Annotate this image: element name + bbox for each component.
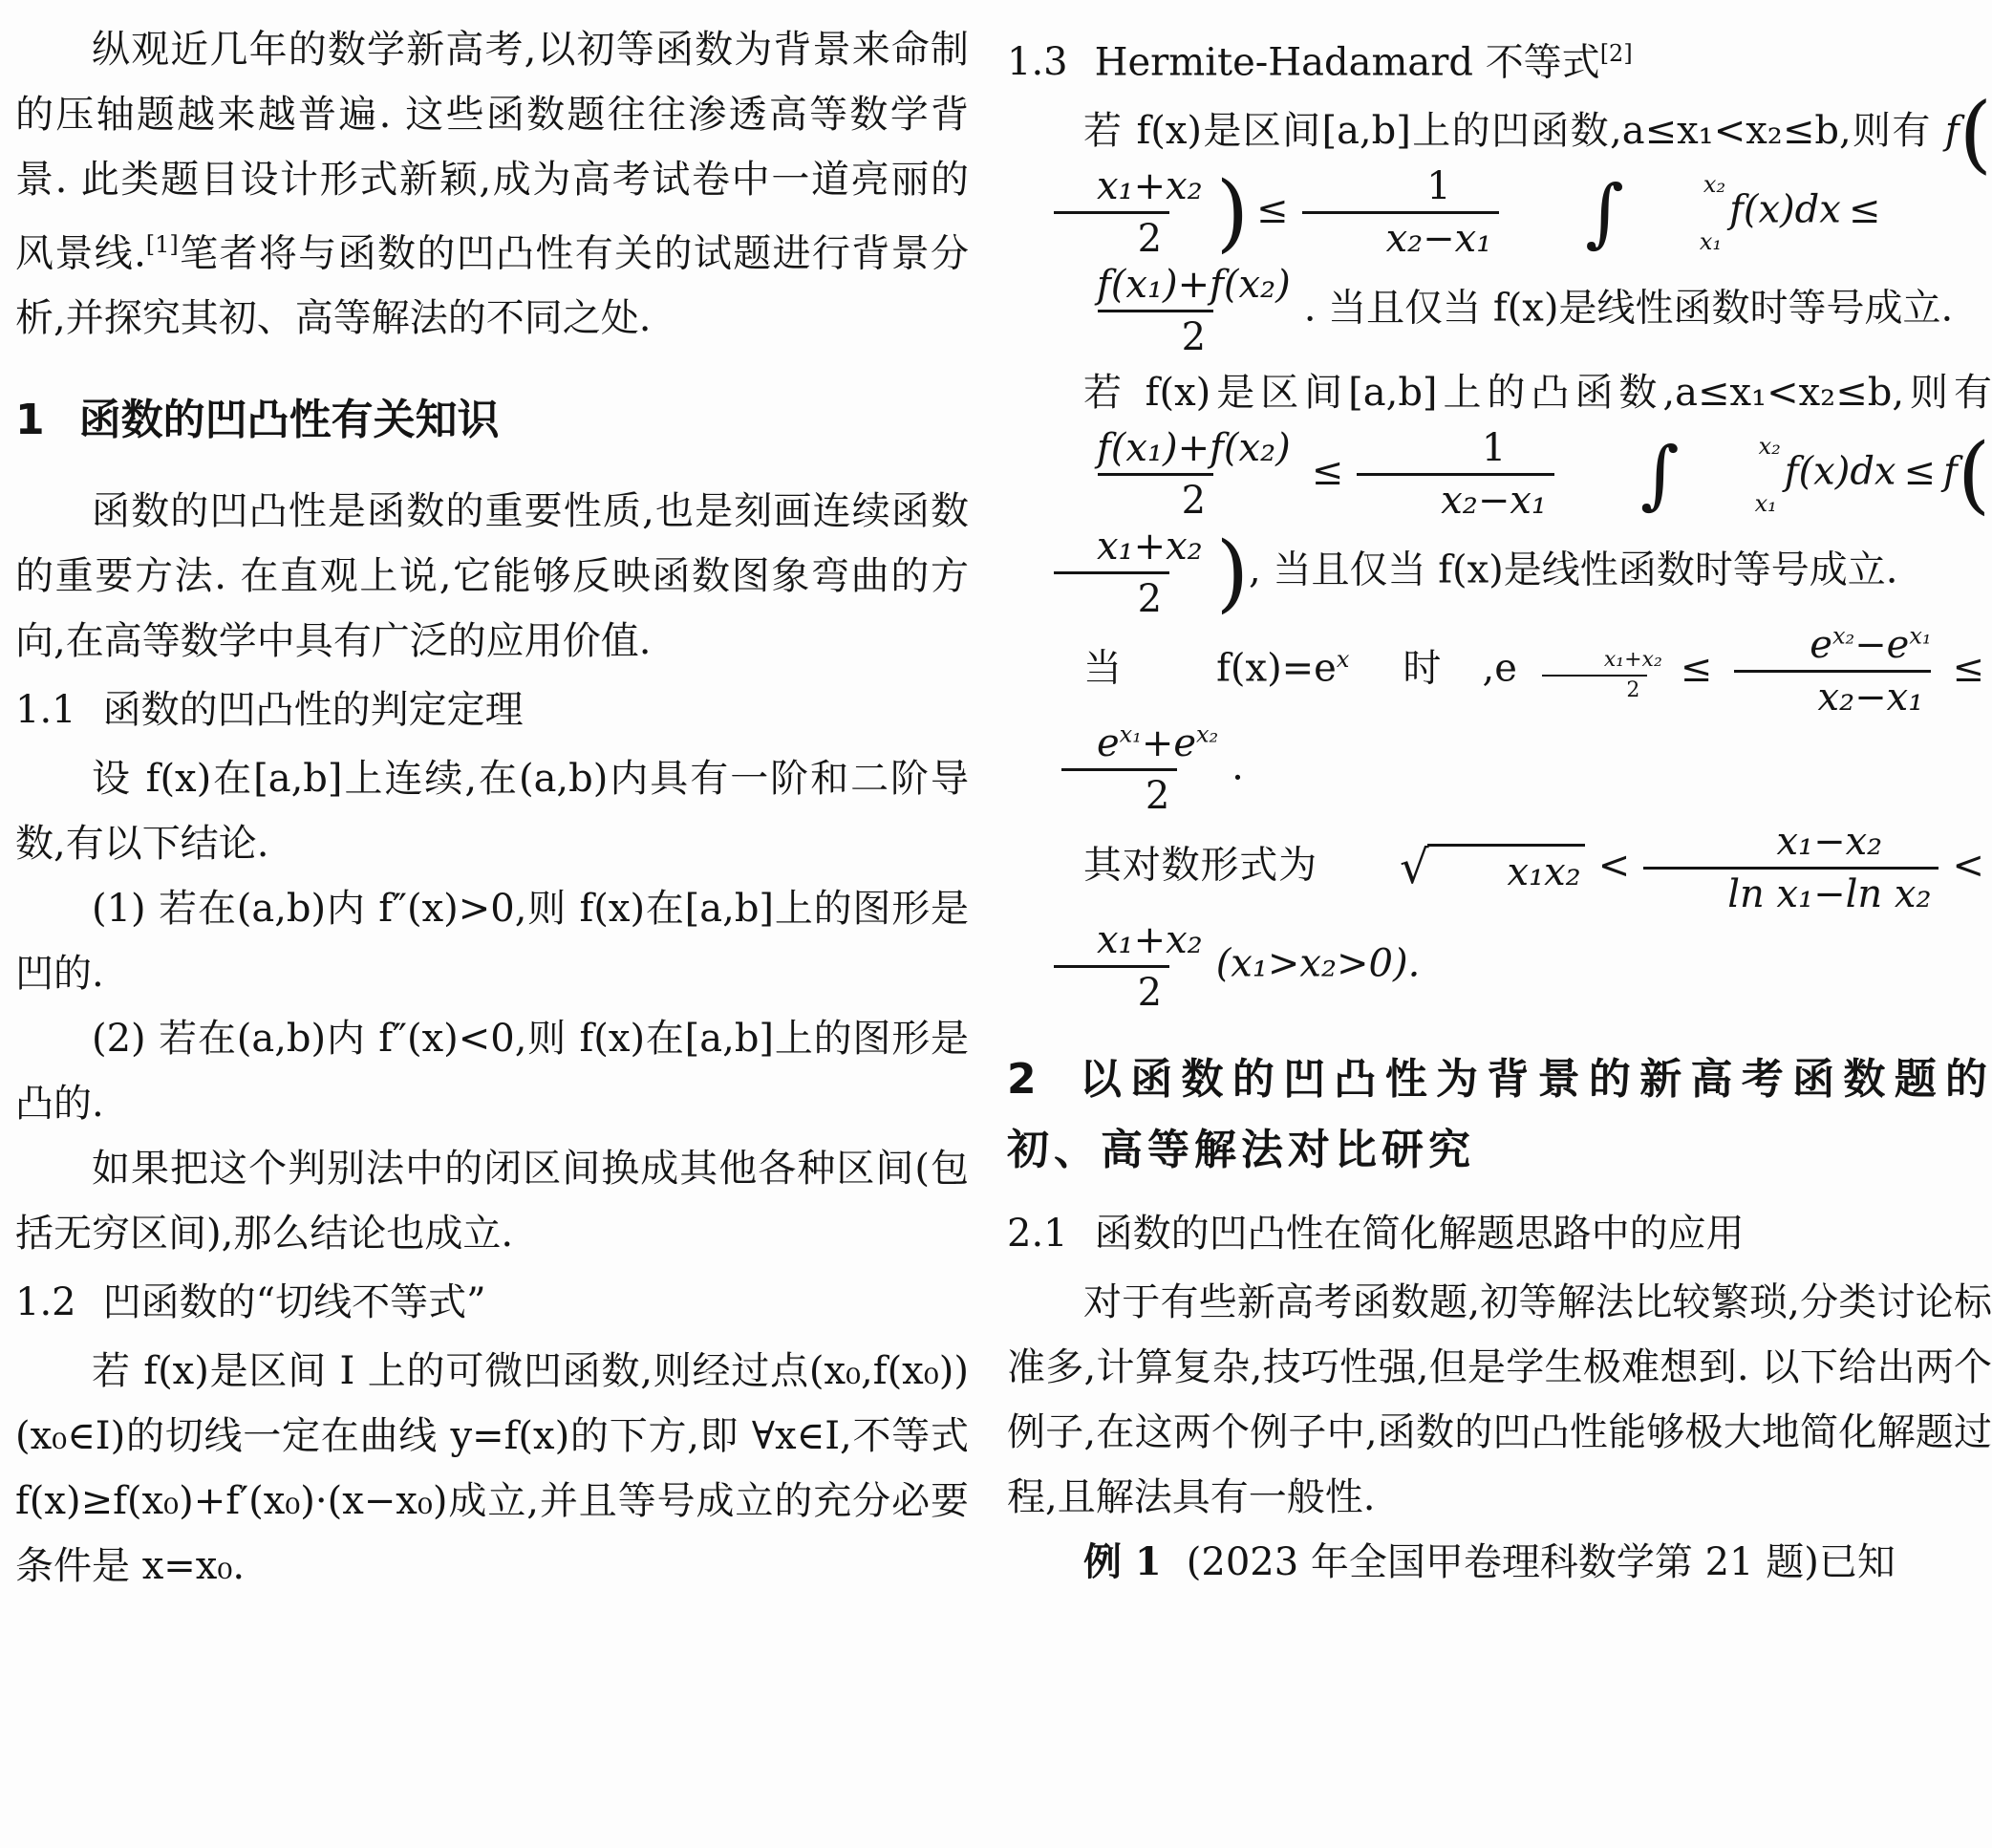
subsection-title: Hermite-Hadamard 不等式 (1094, 40, 1600, 85)
condition-run: (x₁>x₂>0). (1215, 941, 1421, 986)
text-run: 若 f(x)是区间[a,b]上的凸函数,a≤x₁<x₂≤b,则有 (1083, 371, 1992, 416)
fraction-numerator: x₁+x₂ (1097, 164, 1203, 209)
left-paren: ( (1959, 84, 1992, 183)
fraction-denominator: 2 (1542, 675, 1647, 703)
exponent-x: x (1336, 646, 1350, 674)
integral-lower-limit: x₁ (1754, 489, 1777, 517)
integral-group (1564, 431, 1781, 519)
section-1-1-heading (15, 677, 969, 742)
subsection-title: 函数的凹凸性的判定定理 (102, 688, 524, 733)
subsection-title: 函数的凹凸性在简化解题思路中的应用 (1094, 1212, 1745, 1257)
math-fraction (1643, 819, 1938, 917)
hh-concave-paragraph (1007, 84, 1992, 360)
text-run: . (1232, 744, 1244, 789)
fraction-numerator (1013, 720, 1226, 768)
hh-convex-paragraph (1007, 360, 1992, 622)
integral-icon: ∫ (1639, 431, 1680, 518)
square-root (1323, 840, 1585, 894)
intro-paragraph (15, 17, 969, 351)
fraction-denominator: ln x₁−ln x₂ (1643, 867, 1938, 917)
fraction-numerator: 1 (1426, 164, 1451, 209)
exponent: x₁ (1119, 721, 1142, 748)
math-fraction (1013, 425, 1298, 524)
text-run: 若 f(x)是区间[a,b]上的凹函数,a≤x₁<x₂≤b,则有 (1083, 109, 1945, 154)
section-1-2-paragraph: 若 f(x)是区间 I 上的可微凹函数,则经过点(x₀,f(x₀))(x₀∈I)的切线一定在曲线 y=f(x)的下方,即 ∀x∈I,不等式 f(x)≥f(x₀)+f′(x₀)·(x−x₀)成立,并且等号成立的充分必要条件是 x=x₀. (15, 1349, 969, 1589)
intro-text-before-ref: 纵观近几年的数学新高考,以初等函数为背景来命制的压轴题越来越普遍. 这些函数题往往渗透高等数学背景. 此类题目设计形式新颖,成为高考试卷中一道亮丽的风景线. (15, 28, 969, 276)
subsection-number: 1.3 (1007, 40, 1068, 85)
fraction-numerator: x₁+x₂ (1097, 525, 1203, 569)
leq-operator: ≤ (1311, 449, 1344, 494)
math-e: −e (1854, 623, 1910, 668)
right-paren: ) (1215, 523, 1250, 622)
math-fraction (1013, 163, 1210, 262)
exponential-form-paragraph (1007, 622, 1992, 819)
section-number: 2 (1007, 1055, 1041, 1105)
fraction-denominator: 2 (1054, 211, 1169, 262)
section-title: 以函数的凹凸性为背景的新高考函数题的初、高等解法对比研究 (1007, 1055, 1992, 1175)
integral-limits (1680, 431, 1781, 519)
integral-group (1509, 169, 1725, 257)
left-column (15, 17, 969, 1848)
section-2-heading (1007, 1044, 1992, 1186)
text-run: 时,e (1349, 646, 1517, 691)
fraction-denominator: 2 (1098, 473, 1213, 524)
integral-icon: ∫ (1585, 169, 1624, 256)
example-label: 例 1 (1083, 1539, 1162, 1585)
section-1-heading (15, 385, 969, 456)
fraction-denominator: 2 (1054, 965, 1169, 1016)
math-fraction (1357, 425, 1554, 524)
fraction-numerator (1725, 622, 1938, 670)
text-run: . 当且仅当 f(x)是线性函数时等号成立. (1303, 286, 1954, 331)
integrand: f(x)dx (1729, 187, 1841, 232)
exponent: x₁ (1909, 623, 1932, 650)
text-run: 其对数形式为 (1083, 843, 1317, 888)
fraction-numerator: x₁+x₂ (1603, 647, 1662, 672)
math-f: f (1944, 109, 1960, 154)
fraction-denominator: x₂−x₁ (1734, 670, 1932, 720)
section-title: 函数的凹凸性有关知识 (78, 396, 500, 445)
citation-ref-1: [1] (145, 231, 179, 258)
fraction-denominator: 2 (1098, 310, 1213, 360)
text-run: 当 f(x)=e (1083, 646, 1337, 691)
integral-lower-limit: x₁ (1699, 227, 1723, 255)
radical-icon: √ (1399, 840, 1429, 894)
section-1-1-paragraph: 设 f(x)在[a,b]上连续,在(a,b)内具有一阶和二阶导数,有以下结论. (15, 757, 969, 867)
math-e: +e (1141, 721, 1197, 766)
fraction-numerator: 1 (1481, 426, 1507, 471)
section-number: 1 (15, 396, 45, 445)
section-1-3-heading (1007, 21, 1992, 95)
lt-operator: < (1597, 843, 1631, 888)
right-column (1007, 17, 1992, 1848)
fraction-denominator: x₂−x₁ (1357, 473, 1554, 524)
leq-operator: ≤ (1680, 646, 1713, 691)
leq-operator: ≤ (1952, 646, 1984, 691)
math-e: e (1097, 721, 1120, 766)
integral-upper-limit: x₂ (1758, 432, 1781, 460)
fraction-denominator: x₂−x₁ (1302, 211, 1500, 262)
section-2-1-heading (1007, 1201, 1992, 1266)
subsection-title: 凹函数的“切线不等式” (102, 1280, 486, 1325)
exponent: x₂ (1196, 721, 1219, 748)
subsection-number: 1.1 (15, 688, 76, 733)
fraction-numerator: x₁+x₂ (1097, 918, 1203, 963)
section-2-1-paragraph: 对于有些新高考函数题,初等解法比较繁琐,分类讨论标准多,计算复杂,技巧性强,但是学生极难想到. 以下给出两个例子,在这两个例子中,函数的凹凸性能够极大地简化解题过程,且解法具有一般性. (1007, 1280, 1992, 1520)
intro-text-after-ref: 笔者将与函数的凹凸性有关的试题进行背景分析,并探究其初、高等解法的不同之处. (15, 231, 969, 341)
example-text: (2023 年全国甲卷理科数学第 21 题)已知 (1186, 1540, 1896, 1585)
math-fraction (1013, 720, 1226, 819)
right-paren: ) (1215, 162, 1250, 262)
radicand: x₁x₂ (1427, 844, 1585, 893)
integral-limits (1624, 169, 1725, 257)
conclusion-item-2: (2) 若在(a,b)内 f″(x)<0,则 f(x)在[a,b]上的图形是凸的. (15, 1017, 969, 1127)
left-paren: ( (1957, 424, 1991, 524)
exponent-fraction (1520, 648, 1670, 704)
example-1-paragraph (1007, 1530, 1992, 1595)
math-f: f (1943, 449, 1958, 494)
math-fraction (1725, 622, 1938, 720)
math-fraction (1013, 917, 1210, 1016)
section-1-paragraph: 函数的凹凸性是函数的重要性质,也是刻画连续函数的重要方法. 在直观上说,它能够反映函数图象弯曲的方向,在高等数学中具有广泛的应用价值. (15, 489, 969, 664)
fraction-numerator: x₁−x₂ (1776, 820, 1883, 865)
math-fraction (1302, 163, 1500, 262)
leq-operator: ≤ (1903, 449, 1937, 494)
section-1-2-heading (15, 1270, 969, 1335)
leq-operator: ≤ (1848, 187, 1881, 232)
integral-upper-limit: x₂ (1703, 170, 1726, 198)
lt-operator: < (1952, 843, 1984, 888)
logarithmic-form-paragraph (1007, 819, 1992, 1016)
leq-operator: ≤ (1256, 187, 1289, 232)
math-fraction (1013, 262, 1298, 360)
text-run: , 当且仅当 f(x)是线性函数时等号成立. (1249, 548, 1898, 592)
math-fraction (1013, 524, 1210, 622)
fraction-numerator: f(x₁)+f(x₂) (1097, 426, 1291, 471)
subsection-number: 1.2 (15, 1280, 76, 1325)
subsection-number: 2.1 (1007, 1212, 1068, 1257)
math-e: e (1810, 623, 1832, 668)
fraction-denominator: 2 (1054, 571, 1169, 622)
exponent: x₂ (1831, 623, 1855, 650)
fraction-numerator: f(x₁)+f(x₂) (1097, 263, 1291, 308)
fraction-denominator: 2 (1061, 768, 1177, 819)
citation-ref-2: [2] (1599, 40, 1633, 67)
conclusion-item-1: (1) 若在(a,b)内 f″(x)>0,则 f(x)在[a,b]上的图形是凹的. (15, 887, 969, 997)
section-1-1-note: 如果把这个判别法中的闭区间换成其他各种区间(包括无穷区间),那么结论也成立. (15, 1147, 969, 1257)
integrand: f(x)dx (1784, 449, 1896, 494)
